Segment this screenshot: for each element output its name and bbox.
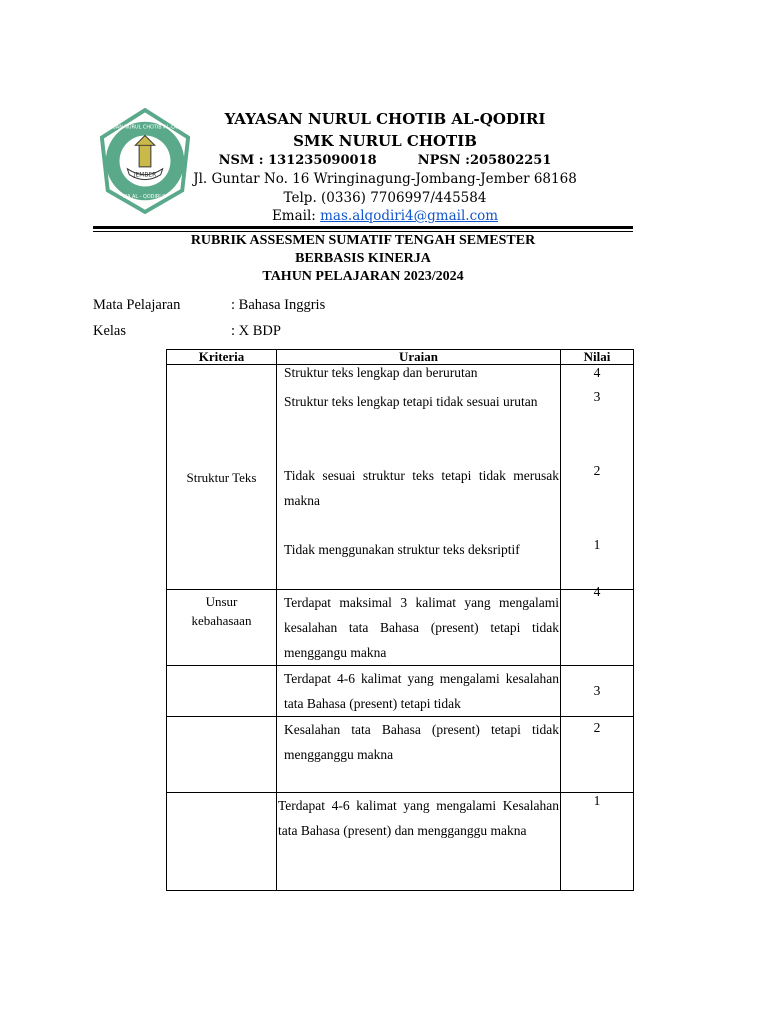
kriteria-kebahasaan <box>167 590 277 666</box>
npsn: NPSN :205802251 <box>417 153 552 168</box>
header-kriteria: Kriteria <box>167 350 277 365</box>
table-row <box>167 793 634 891</box>
nsm: NSM : 131235090018 <box>218 153 377 168</box>
nilai-value: 1 <box>593 793 601 808</box>
uraian-item: Struktur teks lengkap tetapi tidak sesuai urutan <box>284 394 538 409</box>
nilai-struktur <box>561 365 634 590</box>
school-email <box>170 208 600 224</box>
header-uraian: Uraian <box>277 350 561 365</box>
class-value: : X BDP <box>231 323 281 339</box>
table-row <box>167 590 634 666</box>
uraian-item: Kesalahan tata Bahasa (present) tetapi tidak mengganggu makna <box>284 722 559 762</box>
svg-text:JEMBER: JEMBER <box>133 172 157 179</box>
nilai-value: 2 <box>593 720 601 735</box>
nilai-value: 2 <box>593 463 601 478</box>
uraian-item: Struktur teks lengkap dan berurutan <box>284 365 478 380</box>
subject-value: : Bahasa Inggris <box>231 297 326 313</box>
nilai-cell <box>561 666 634 717</box>
header-nilai: Nilai <box>561 350 634 365</box>
kriteria-empty <box>167 793 277 891</box>
uraian-item: Terdapat maksimal 3 kalimat yang mengalami kesalahan tata Bahasa (present) tetapi tidak menggangu makna <box>284 595 559 660</box>
nilai-cell <box>561 793 634 891</box>
svg-text:YAYASAN NURUL CHOTIB AL-QODIRI: YAYASAN NURUL CHOTIB AL-QODIRI <box>101 124 189 131</box>
email-link[interactable]: mas.alqodiri4@gmail.com <box>320 208 499 224</box>
school-name: SMK NURUL CHOTIB <box>293 132 477 150</box>
nilai-value: 4 <box>593 584 601 599</box>
rubric-table <box>166 349 634 891</box>
subject-label: Mata Pelajaran <box>93 297 181 313</box>
uraian-struktur <box>277 365 561 590</box>
letterhead-rule-thin <box>93 231 633 232</box>
nilai-value: 3 <box>593 389 601 404</box>
table-row <box>167 666 634 717</box>
school-address: Jl. Guntar No. 16 Wringinagung-Jombang-Jember 68168 <box>193 171 577 187</box>
uraian-cell <box>277 793 561 891</box>
nilai-value: 1 <box>593 537 601 552</box>
table-header-row <box>167 350 634 365</box>
svg-text:MA AL - QODIRI IV: MA AL - QODIRI IV <box>122 194 168 201</box>
uraian-item: Terdapat 4-6 kalimat yang mengalami Kesalahan tata Bahasa (present) dan mengganggu makna <box>278 798 559 838</box>
kriteria-label: Struktur Teks <box>186 469 257 485</box>
kriteria-label: kebahasaan <box>191 613 252 628</box>
uraian-cell <box>277 590 561 666</box>
uraian-cell <box>277 666 561 717</box>
email-label: Email: <box>271 208 316 224</box>
uraian-item: Terdapat 4-6 kalimat yang mengalami kesalahan tata Bahasa (present) tetapi tidak <box>284 671 559 711</box>
nilai-value: 4 <box>593 365 601 380</box>
school-phone: Telp. (0336) 7706997/445584 <box>283 190 487 206</box>
academic-year: TAHUN PELAJARAN 2023/2024 <box>262 269 464 284</box>
uraian-cell <box>277 717 561 793</box>
nilai-value: 3 <box>593 683 601 698</box>
kriteria-struktur <box>167 365 277 590</box>
class-label: Kelas <box>93 323 127 339</box>
kriteria-label: Unsur <box>205 594 238 609</box>
table-row <box>167 365 634 590</box>
document-title: RUBRIK ASSESMEN SUMATIF TENGAH SEMESTER <box>190 233 536 248</box>
letterhead-rule-thick <box>93 226 633 229</box>
document-subtitle: BERBASIS KINERJA <box>295 251 431 266</box>
uraian-item: Tidak sesuai struktur teks tetapi tidak merusak makna <box>284 468 559 508</box>
school-ids <box>170 153 600 168</box>
uraian-item: Tidak menggunakan struktur teks deksriptif <box>284 542 520 557</box>
nilai-cell <box>561 717 634 793</box>
foundation-name: YAYASAN NURUL CHOTIB AL-QODIRI <box>224 110 546 128</box>
kriteria-empty <box>167 717 277 793</box>
kriteria-empty <box>167 666 277 717</box>
nilai-cell <box>561 584 634 666</box>
table-row <box>167 717 634 793</box>
